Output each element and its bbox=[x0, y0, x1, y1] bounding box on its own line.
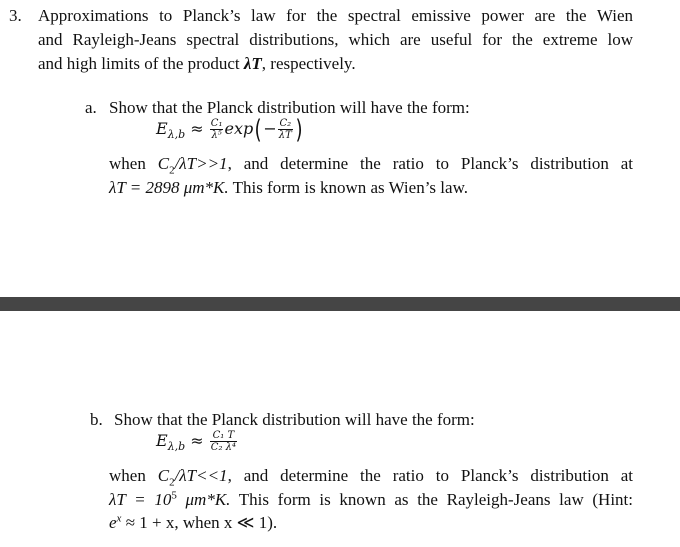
part-b-exponent: 5 bbox=[171, 489, 177, 502]
eq-a-minus: − bbox=[263, 119, 277, 138]
part-a-line-2 bbox=[109, 178, 468, 198]
eq-a-approx: ≈ bbox=[190, 119, 204, 138]
eq-a-inner-fraction bbox=[278, 118, 293, 141]
part-a-line-2-tail: This form is known as Wien’s law. bbox=[228, 178, 468, 197]
part-b-when: when bbox=[109, 466, 158, 485]
part-a-c2-sub: 2 bbox=[169, 164, 175, 177]
part-a-prompt: Show that the Planck distribution will have the form: bbox=[109, 98, 470, 117]
part-b-condition-line bbox=[109, 466, 633, 489]
eq-b-lhs: E bbox=[156, 431, 168, 450]
eq-a-inner-num: C₂ bbox=[279, 118, 292, 129]
intro-line-3-text: and high limits of the product bbox=[38, 54, 244, 73]
intro-line-1: Approximations to Planck’s law for the spectral emissive power are the Wien bbox=[38, 6, 633, 25]
part-b-unit: μm*K. bbox=[176, 490, 231, 509]
part-a-when: when bbox=[109, 154, 158, 173]
eq-a-exp: exp bbox=[224, 119, 254, 138]
intro-tail: , respectively. bbox=[261, 54, 356, 73]
part-a-condition-tail: , and determine the ratio to Planck’s distribution at bbox=[227, 154, 633, 173]
eq-b-num: C₁ T bbox=[210, 430, 237, 442]
eq-a-num: C₁ bbox=[210, 118, 223, 129]
part-b-condition: /λT<<1 bbox=[174, 466, 228, 485]
section-divider bbox=[0, 297, 680, 311]
hint-e: e bbox=[109, 513, 117, 532]
eq-a-inner-den: λT bbox=[278, 130, 292, 141]
part-b-prompt: Show that the Planck distribution will have the form: bbox=[114, 410, 475, 429]
eq-b-den: C₂ λ⁴ bbox=[210, 442, 236, 453]
eq-b-fraction bbox=[210, 430, 237, 453]
part-b-line-2-tail: This form is known as the Rayleigh-Jeans law (Hint: bbox=[230, 490, 633, 509]
hint-x: x bbox=[116, 512, 122, 525]
eq-b-approx: ≈ bbox=[190, 431, 204, 450]
eq-b-sub: λ,b bbox=[167, 440, 186, 454]
part-b-c2: C bbox=[157, 466, 170, 485]
part-b-value: λT = 10 bbox=[109, 490, 172, 509]
intro-line-2: and Rayleigh-Jeans spectral distributions, which are useful for the extreme low bbox=[38, 30, 633, 49]
part-a-c2: C bbox=[157, 154, 170, 173]
eq-a-den: λ⁵ bbox=[211, 130, 222, 141]
part-b-condition-tail: , and determine the ratio to Planck’s distribution at bbox=[227, 466, 633, 485]
part-a-condition: /λT>>1 bbox=[174, 154, 228, 173]
eq-a-paren-open: ( bbox=[254, 114, 262, 145]
part-b-hint-line bbox=[109, 513, 277, 533]
problem-number: 3. bbox=[9, 6, 22, 25]
part-a-condition-line bbox=[109, 154, 633, 177]
part-b-line-2 bbox=[109, 490, 633, 510]
intro-product: λT bbox=[243, 54, 262, 73]
eq-a-sub: λ,b bbox=[167, 128, 186, 142]
part-a-equation bbox=[156, 114, 304, 145]
part-a-label: a. bbox=[85, 98, 97, 117]
part-b-label: b. bbox=[90, 410, 103, 429]
part-b-c2-sub: 2 bbox=[169, 476, 175, 489]
intro-line-3 bbox=[38, 54, 356, 74]
eq-a-lhs: E bbox=[156, 119, 168, 138]
hint-rest: ≈ 1 + x, when x ≪ 1). bbox=[121, 513, 278, 532]
part-b-equation bbox=[156, 430, 238, 453]
eq-a-fraction bbox=[210, 118, 224, 141]
eq-a-paren-close: ) bbox=[295, 114, 303, 145]
part-a-value: λT = 2898 μm*K. bbox=[109, 178, 229, 197]
